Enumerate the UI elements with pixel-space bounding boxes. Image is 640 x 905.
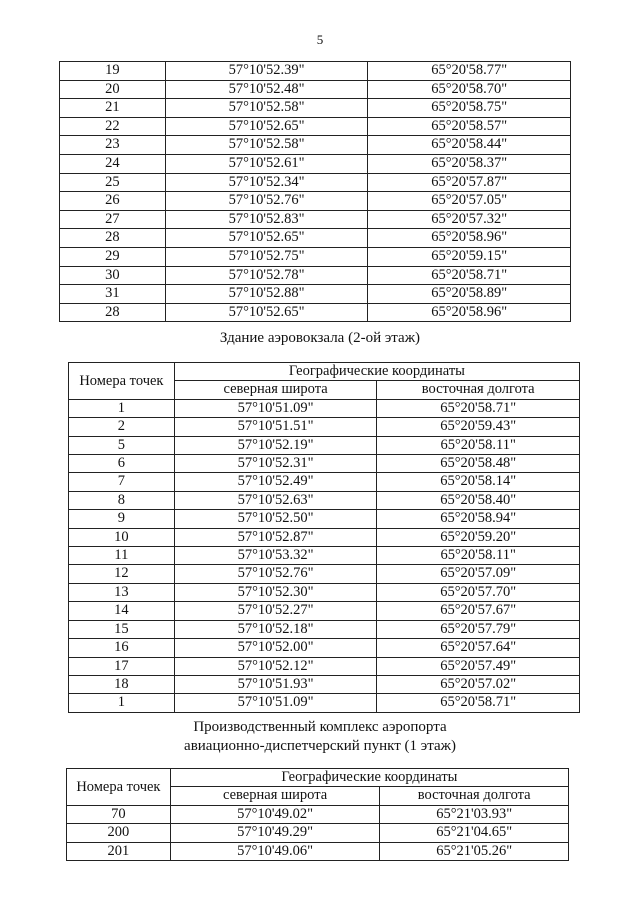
longitude-cell: 65°20'58.75" [368, 99, 571, 118]
point-number-cell: 28 [60, 229, 166, 248]
table-row [60, 117, 571, 136]
table-row [69, 639, 580, 657]
point-number-cell: 24 [60, 154, 166, 173]
longitude-cell: 65°20'58.37" [368, 154, 571, 173]
table-row [69, 620, 580, 638]
latitude-cell: 57°10'49.02" [170, 805, 380, 823]
table-row [69, 675, 580, 693]
table-row [60, 136, 571, 155]
point-number-cell: 1 [69, 399, 175, 417]
latitude-cell: 57°10'52.76" [165, 192, 368, 211]
table-row [60, 173, 571, 192]
point-number-cell: 31 [60, 285, 166, 304]
point-number-cell: 5 [69, 436, 175, 454]
point-number-cell: 15 [69, 620, 175, 638]
point-number-cell: 6 [69, 455, 175, 473]
point-number-cell: 19 [60, 62, 166, 81]
table-row [60, 303, 571, 322]
point-number-cell: 200 [67, 824, 171, 842]
longitude-cell: 65°20'57.09" [377, 565, 580, 583]
header-latitude: северная широта [174, 381, 377, 399]
longitude-cell: 65°20'58.11" [377, 436, 580, 454]
longitude-cell: 65°20'59.20" [377, 528, 580, 546]
longitude-cell: 65°20'58.96" [368, 229, 571, 248]
latitude-cell: 57°10'51.51" [174, 418, 377, 436]
table-row [69, 418, 580, 436]
table-row [69, 602, 580, 620]
latitude-cell: 57°10'52.65" [165, 303, 368, 322]
longitude-cell: 65°20'58.48" [377, 455, 580, 473]
latitude-cell: 57°10'52.88" [165, 285, 368, 304]
longitude-cell: 65°20'59.43" [377, 418, 580, 436]
point-number-cell: 16 [69, 639, 175, 657]
point-number-cell: 13 [69, 583, 175, 601]
latitude-cell: 57°10'52.50" [174, 510, 377, 528]
point-number-cell: 1 [69, 694, 175, 712]
point-number-cell: 201 [67, 842, 171, 860]
point-number-cell: 20 [60, 80, 166, 99]
latitude-cell: 57°10'52.00" [174, 639, 377, 657]
longitude-cell: 65°20'58.94" [377, 510, 580, 528]
longitude-cell: 65°20'58.40" [377, 491, 580, 509]
latitude-cell: 57°10'52.65" [165, 229, 368, 248]
latitude-cell: 57°10'49.06" [170, 842, 380, 860]
table-row [60, 210, 571, 229]
longitude-cell: 65°21'04.65" [380, 824, 569, 842]
longitude-cell: 65°20'58.96" [368, 303, 571, 322]
point-number-cell: 28 [60, 303, 166, 322]
table-row [69, 510, 580, 528]
point-number-cell: 18 [69, 675, 175, 693]
table-row [60, 229, 571, 248]
point-number-cell: 12 [69, 565, 175, 583]
coordinates-table-atc [66, 768, 569, 861]
latitude-cell: 57°10'52.19" [174, 436, 377, 454]
latitude-cell: 57°10'52.75" [165, 247, 368, 266]
latitude-cell: 57°10'51.09" [174, 694, 377, 712]
header-latitude: северная широта [170, 787, 380, 805]
longitude-cell: 65°20'58.14" [377, 473, 580, 491]
point-number-cell: 10 [69, 528, 175, 546]
latitude-cell: 57°10'52.34" [165, 173, 368, 192]
longitude-cell: 65°20'58.11" [377, 547, 580, 565]
latitude-cell: 57°10'52.65" [165, 117, 368, 136]
table-row [60, 247, 571, 266]
table-row [69, 455, 580, 473]
caption-line-1: Производственный комплекс аэропорта [193, 719, 447, 735]
header-longitude: восточная долгота [380, 787, 569, 805]
longitude-cell: 65°20'57.67" [377, 602, 580, 620]
table-row [69, 565, 580, 583]
table-row [69, 528, 580, 546]
point-number-cell: 21 [60, 99, 166, 118]
point-number-cell: 23 [60, 136, 166, 155]
latitude-cell: 57°10'52.63" [174, 491, 377, 509]
latitude-cell: 57°10'52.87" [174, 528, 377, 546]
table-row [60, 192, 571, 211]
page-number: 5 [316, 32, 324, 47]
table-row [60, 154, 571, 173]
longitude-cell: 65°20'58.77" [368, 62, 571, 81]
longitude-cell: 65°20'57.02" [377, 675, 580, 693]
longitude-cell: 65°20'58.71" [368, 266, 571, 285]
longitude-cell: 65°20'57.49" [377, 657, 580, 675]
table-row [60, 266, 571, 285]
longitude-cell: 65°20'59.15" [368, 247, 571, 266]
table-row [69, 657, 580, 675]
table-row [60, 285, 571, 304]
latitude-cell: 57°10'52.58" [165, 99, 368, 118]
table-row [69, 694, 580, 712]
coordinates-table-continued [59, 61, 571, 322]
latitude-cell: 57°10'52.78" [165, 266, 368, 285]
latitude-cell: 57°10'53.32" [174, 547, 377, 565]
latitude-cell: 57°10'52.39" [165, 62, 368, 81]
point-number-cell: 2 [69, 418, 175, 436]
point-number-cell: 27 [60, 210, 166, 229]
point-number-cell: 30 [60, 266, 166, 285]
latitude-cell: 57°10'52.31" [174, 455, 377, 473]
latitude-cell: 57°10'52.18" [174, 620, 377, 638]
point-number-cell: 26 [60, 192, 166, 211]
latitude-cell: 57°10'52.48" [165, 80, 368, 99]
longitude-cell: 65°20'57.32" [368, 210, 571, 229]
longitude-cell: 65°20'58.70" [368, 80, 571, 99]
point-number-cell: 29 [60, 247, 166, 266]
table-row [69, 473, 580, 491]
header-geo-coordinates: Географические координаты [170, 769, 568, 787]
header-geo-coordinates: Географические координаты [174, 363, 579, 381]
table-row [69, 583, 580, 601]
point-number-cell: 9 [69, 510, 175, 528]
header-point-numbers: Номера точек [67, 769, 171, 806]
table-row [60, 80, 571, 99]
latitude-cell: 57°10'52.58" [165, 136, 368, 155]
caption-line-2: авиационно-диспетчерский пункт (1 этаж) [184, 738, 456, 754]
table-row [69, 399, 580, 417]
latitude-cell: 57°10'49.29" [170, 824, 380, 842]
latitude-cell: 57°10'52.61" [165, 154, 368, 173]
header-point-numbers: Номера точек [69, 363, 175, 400]
point-number-cell: 14 [69, 602, 175, 620]
latitude-cell: 57°10'51.09" [174, 399, 377, 417]
longitude-cell: 65°20'58.57" [368, 117, 571, 136]
latitude-cell: 57°10'52.76" [174, 565, 377, 583]
longitude-cell: 65°20'58.71" [377, 399, 580, 417]
longitude-cell: 65°20'58.71" [377, 694, 580, 712]
longitude-cell: 65°20'57.64" [377, 639, 580, 657]
table-row [67, 805, 569, 823]
point-number-cell: 25 [60, 173, 166, 192]
latitude-cell: 57°10'52.83" [165, 210, 368, 229]
longitude-cell: 65°20'57.87" [368, 173, 571, 192]
coordinates-table-terminal [68, 362, 580, 713]
longitude-cell: 65°20'57.70" [377, 583, 580, 601]
longitude-cell: 65°21'05.26" [380, 842, 569, 860]
table-row [67, 842, 569, 860]
section-caption-atc [0, 718, 640, 756]
longitude-cell: 65°20'58.89" [368, 285, 571, 304]
longitude-cell: 65°20'57.79" [377, 620, 580, 638]
longitude-cell: 65°20'58.44" [368, 136, 571, 155]
table-row [60, 62, 571, 81]
point-number-cell: 8 [69, 491, 175, 509]
table-row [60, 99, 571, 118]
latitude-cell: 57°10'52.27" [174, 602, 377, 620]
latitude-cell: 57°10'52.30" [174, 583, 377, 601]
point-number-cell: 22 [60, 117, 166, 136]
latitude-cell: 57°10'52.49" [174, 473, 377, 491]
latitude-cell: 57°10'51.93" [174, 675, 377, 693]
longitude-cell: 65°20'57.05" [368, 192, 571, 211]
point-number-cell: 70 [67, 805, 171, 823]
latitude-cell: 57°10'52.12" [174, 657, 377, 675]
longitude-cell: 65°21'03.93" [380, 805, 569, 823]
point-number-cell: 17 [69, 657, 175, 675]
section-caption-terminal-2nd-floor: Здание аэровокзала (2-ой этаж) [219, 330, 421, 346]
table-row [69, 491, 580, 509]
table-row [69, 436, 580, 454]
header-longitude: восточная долгота [377, 381, 580, 399]
table-row [69, 547, 580, 565]
point-number-cell: 7 [69, 473, 175, 491]
table-row [67, 824, 569, 842]
point-number-cell: 11 [69, 547, 175, 565]
